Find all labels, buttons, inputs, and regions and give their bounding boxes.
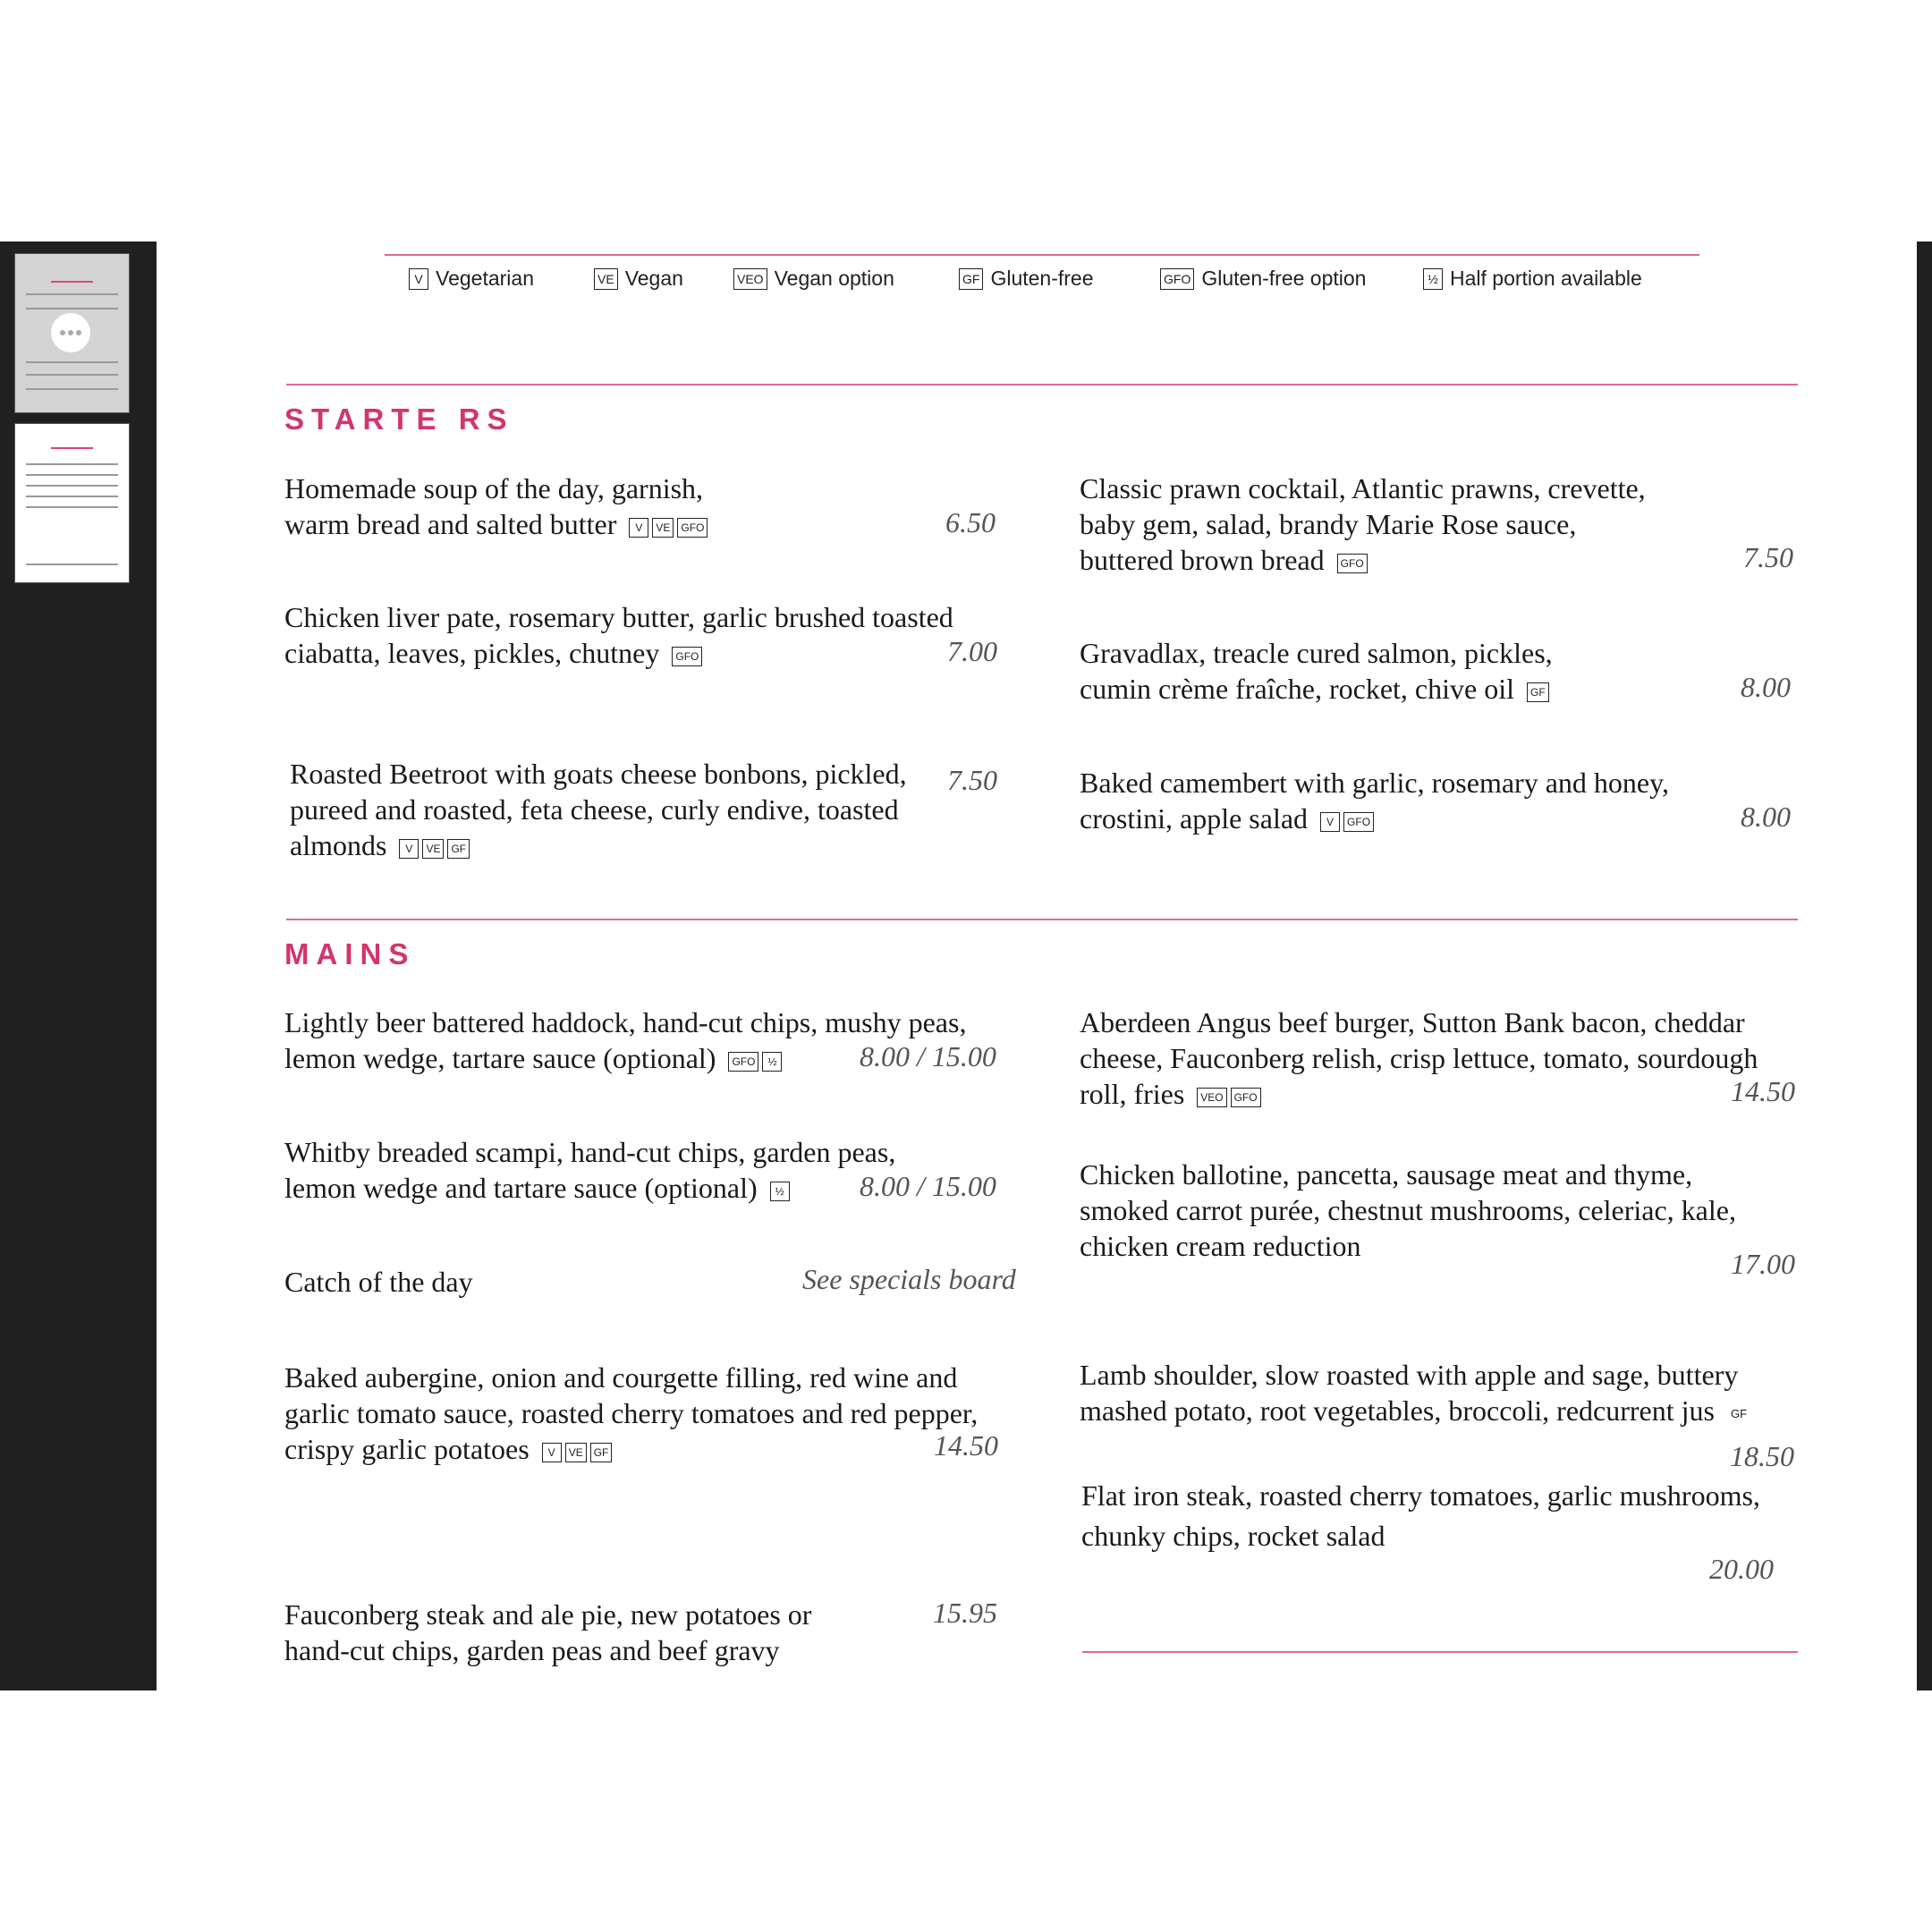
item-text: crispy garlic potatoes bbox=[284, 1433, 530, 1465]
menu-item bbox=[1080, 765, 1669, 836]
legend-label: Vegetarian bbox=[436, 267, 534, 290]
thumbnail-page-1[interactable] bbox=[15, 254, 129, 412]
tag-badge: GFO bbox=[728, 1052, 758, 1072]
tag-badge: ½ bbox=[762, 1052, 782, 1072]
legend-item bbox=[594, 267, 683, 291]
menu-item bbox=[290, 756, 907, 863]
tag-badge: ½ bbox=[770, 1182, 790, 1201]
item-text: chunky chips, rocket salad bbox=[1081, 1520, 1385, 1552]
tag-badge: GF bbox=[447, 839, 470, 859]
item-price: See specials board bbox=[802, 1263, 1016, 1295]
section-rule bbox=[286, 384, 1798, 386]
tag-badge: GF bbox=[1527, 682, 1549, 702]
item-text: Fauconberg steak and ale pie, new potatoes or bbox=[284, 1598, 812, 1631]
item-price: 14.50 bbox=[1731, 1075, 1795, 1107]
tag-badge: GF bbox=[590, 1443, 613, 1462]
item-text: pureed and roasted, feta cheese, curly endive, toasted bbox=[290, 793, 899, 826]
menu-item bbox=[284, 1360, 978, 1467]
menu-item bbox=[284, 470, 711, 542]
more-options-button[interactable] bbox=[51, 313, 90, 352]
tag-badge: V bbox=[542, 1443, 562, 1462]
item-text: Roasted Beetroot with goats cheese bonbons, pickled, bbox=[290, 758, 907, 790]
menu-page bbox=[157, 242, 1917, 1690]
item-text: mashed potato, root vegetables, broccoli, redcurrent jus bbox=[1080, 1394, 1715, 1427]
item-text: lemon wedge and tartare sauce (optional) bbox=[284, 1172, 758, 1204]
legend-label: Gluten-free option bbox=[1201, 267, 1367, 290]
tag-badge: GFO bbox=[1337, 554, 1368, 573]
dot-icon bbox=[60, 330, 65, 335]
legend-label: Vegan option bbox=[774, 267, 894, 290]
menu-item bbox=[1080, 1157, 1736, 1264]
dietary-tags bbox=[1320, 801, 1377, 836]
item-price: 7.50 bbox=[1743, 541, 1793, 573]
item-price: 17.00 bbox=[1731, 1248, 1795, 1280]
tag-badge: VEO bbox=[1197, 1088, 1226, 1107]
item-price: 18.50 bbox=[1730, 1440, 1794, 1472]
legend-badge: VE bbox=[594, 268, 618, 290]
tag-badge: GFO bbox=[672, 647, 702, 666]
legend-badge: VEO bbox=[733, 268, 767, 290]
dot-icon bbox=[76, 330, 81, 335]
menu-item bbox=[284, 599, 953, 671]
menu-item bbox=[1081, 1476, 1760, 1556]
legend-item bbox=[1423, 267, 1642, 291]
tag-badge: VE bbox=[565, 1443, 587, 1462]
item-text: buttered brown bread bbox=[1080, 544, 1325, 576]
tag-badge: V bbox=[399, 839, 419, 859]
item-price: 8.00 bbox=[1741, 671, 1791, 703]
menu-item bbox=[1080, 470, 1646, 578]
item-text: hand-cut chips, garden peas and beef gravy bbox=[284, 1634, 780, 1666]
dietary-tags bbox=[672, 635, 706, 671]
tag-badge: VE bbox=[652, 518, 674, 538]
item-text: Chicken liver pate, rosemary butter, garlic brushed toasted bbox=[284, 601, 953, 633]
menu-item bbox=[284, 1597, 811, 1668]
menu-item bbox=[1080, 635, 1553, 707]
document-viewer bbox=[0, 242, 1932, 1690]
dietary-tags bbox=[1337, 542, 1371, 578]
section-title-mains: MAINS bbox=[284, 937, 416, 970]
item-text: baby gem, salad, brandy Marie Rose sauce, bbox=[1080, 508, 1577, 540]
section-rule bbox=[286, 919, 1798, 920]
item-text: Gravadlax, treacle cured salmon, pickles, bbox=[1080, 637, 1553, 669]
tag-badge: VE bbox=[422, 839, 444, 859]
item-text: cheese, Fauconberg relish, crisp lettuce, tomato, sourdough bbox=[1080, 1042, 1758, 1074]
item-text: Chicken ballotine, pancetta, sausage meat and thyme, bbox=[1080, 1158, 1693, 1191]
legend-item bbox=[1160, 267, 1366, 291]
item-text: warm bread and salted butter bbox=[284, 508, 617, 540]
dietary-tags bbox=[542, 1431, 616, 1467]
item-text: chicken cream reduction bbox=[1080, 1230, 1361, 1262]
tag-badge: V bbox=[1320, 812, 1340, 832]
item-text: Aberdeen Angus beef burger, Sutton Bank bacon, cheddar bbox=[1080, 1006, 1745, 1038]
top-rule bbox=[385, 254, 1699, 256]
legend-label: Vegan bbox=[624, 267, 683, 290]
tag-badge: GFO bbox=[677, 518, 708, 538]
item-price: 7.00 bbox=[947, 635, 997, 667]
dietary-tags bbox=[629, 506, 711, 542]
menu-item bbox=[284, 1264, 473, 1300]
item-text: ciabatta, leaves, pickles, chutney bbox=[284, 637, 660, 669]
item-price: 8.00 / 15.00 bbox=[860, 1170, 996, 1202]
item-price: 8.00 / 15.00 bbox=[860, 1040, 996, 1072]
dietary-tags bbox=[728, 1040, 785, 1076]
item-price: 14.50 bbox=[934, 1429, 998, 1462]
legend-item bbox=[409, 267, 534, 291]
item-text: garlic tomato sauce, roasted cherry tomatoes and red pepper, bbox=[284, 1397, 979, 1429]
item-text: Lightly beer battered haddock, hand-cut chips, mushy peas, bbox=[284, 1006, 967, 1038]
legend-badge: ½ bbox=[1423, 268, 1443, 290]
tag-badge: GF bbox=[1730, 1406, 1748, 1420]
tag-badge: GFO bbox=[1343, 812, 1374, 832]
tag-badge: GFO bbox=[1231, 1088, 1261, 1107]
legend-item bbox=[959, 267, 1094, 291]
item-text: Homemade soup of the day, garnish, bbox=[284, 472, 704, 504]
section-title-starters: STARTE RS bbox=[284, 402, 514, 436]
legend-badge: V bbox=[409, 268, 428, 290]
item-text: Flat iron steak, roasted cherry tomatoes, garlic mushrooms, bbox=[1081, 1479, 1760, 1512]
item-text: Classic prawn cocktail, Atlantic prawns, crevette, bbox=[1080, 472, 1646, 504]
legend-label: Gluten-free bbox=[990, 267, 1094, 290]
dot-icon bbox=[68, 330, 73, 335]
legend-item bbox=[733, 267, 894, 291]
dietary-tags bbox=[1197, 1076, 1264, 1112]
item-text: Whitby breaded scampi, hand-cut chips, garden peas, bbox=[284, 1136, 896, 1168]
item-text: Baked aubergine, onion and courgette filling, red wine and bbox=[284, 1361, 958, 1394]
item-price: 20.00 bbox=[1709, 1553, 1774, 1585]
item-price: 7.50 bbox=[947, 764, 997, 796]
item-text: crostini, apple salad bbox=[1080, 802, 1309, 835]
item-price: 6.50 bbox=[945, 506, 996, 538]
item-text: smoked carrot purée, chestnut mushrooms, celeriac, kale, bbox=[1080, 1194, 1736, 1226]
item-text: roll, fries bbox=[1080, 1078, 1185, 1110]
dietary-tags bbox=[770, 1170, 793, 1206]
legend-label: Half portion available bbox=[1450, 267, 1642, 290]
scrollbar-track[interactable] bbox=[1917, 242, 1932, 1690]
item-price: 15.95 bbox=[933, 1597, 997, 1629]
item-text: Lamb shoulder, slow roasted with apple and sage, buttery bbox=[1080, 1359, 1739, 1391]
menu-item bbox=[1080, 1357, 1747, 1432]
dietary-tags bbox=[1527, 671, 1553, 707]
legend-badge: GFO bbox=[1160, 268, 1194, 290]
tag-badge: V bbox=[629, 518, 648, 538]
legend-badge: GF bbox=[959, 268, 983, 290]
thumbnail-sidebar[interactable] bbox=[0, 242, 157, 1690]
item-text: cumin crème fraîche, rocket, chive oil bbox=[1080, 673, 1514, 705]
item-text: almonds bbox=[290, 829, 387, 861]
bottom-rule bbox=[1082, 1651, 1798, 1653]
item-text: Catch of the day bbox=[284, 1266, 473, 1298]
thumbnail-page-2[interactable] bbox=[15, 424, 129, 582]
item-price: 8.00 bbox=[1741, 801, 1791, 833]
dietary-tags bbox=[399, 827, 473, 863]
item-text: lemon wedge, tartare sauce (optional) bbox=[284, 1042, 716, 1074]
menu-item bbox=[284, 1134, 895, 1206]
item-text: Baked camembert with garlic, rosemary and honey, bbox=[1080, 767, 1670, 799]
menu-item bbox=[1080, 1004, 1758, 1112]
